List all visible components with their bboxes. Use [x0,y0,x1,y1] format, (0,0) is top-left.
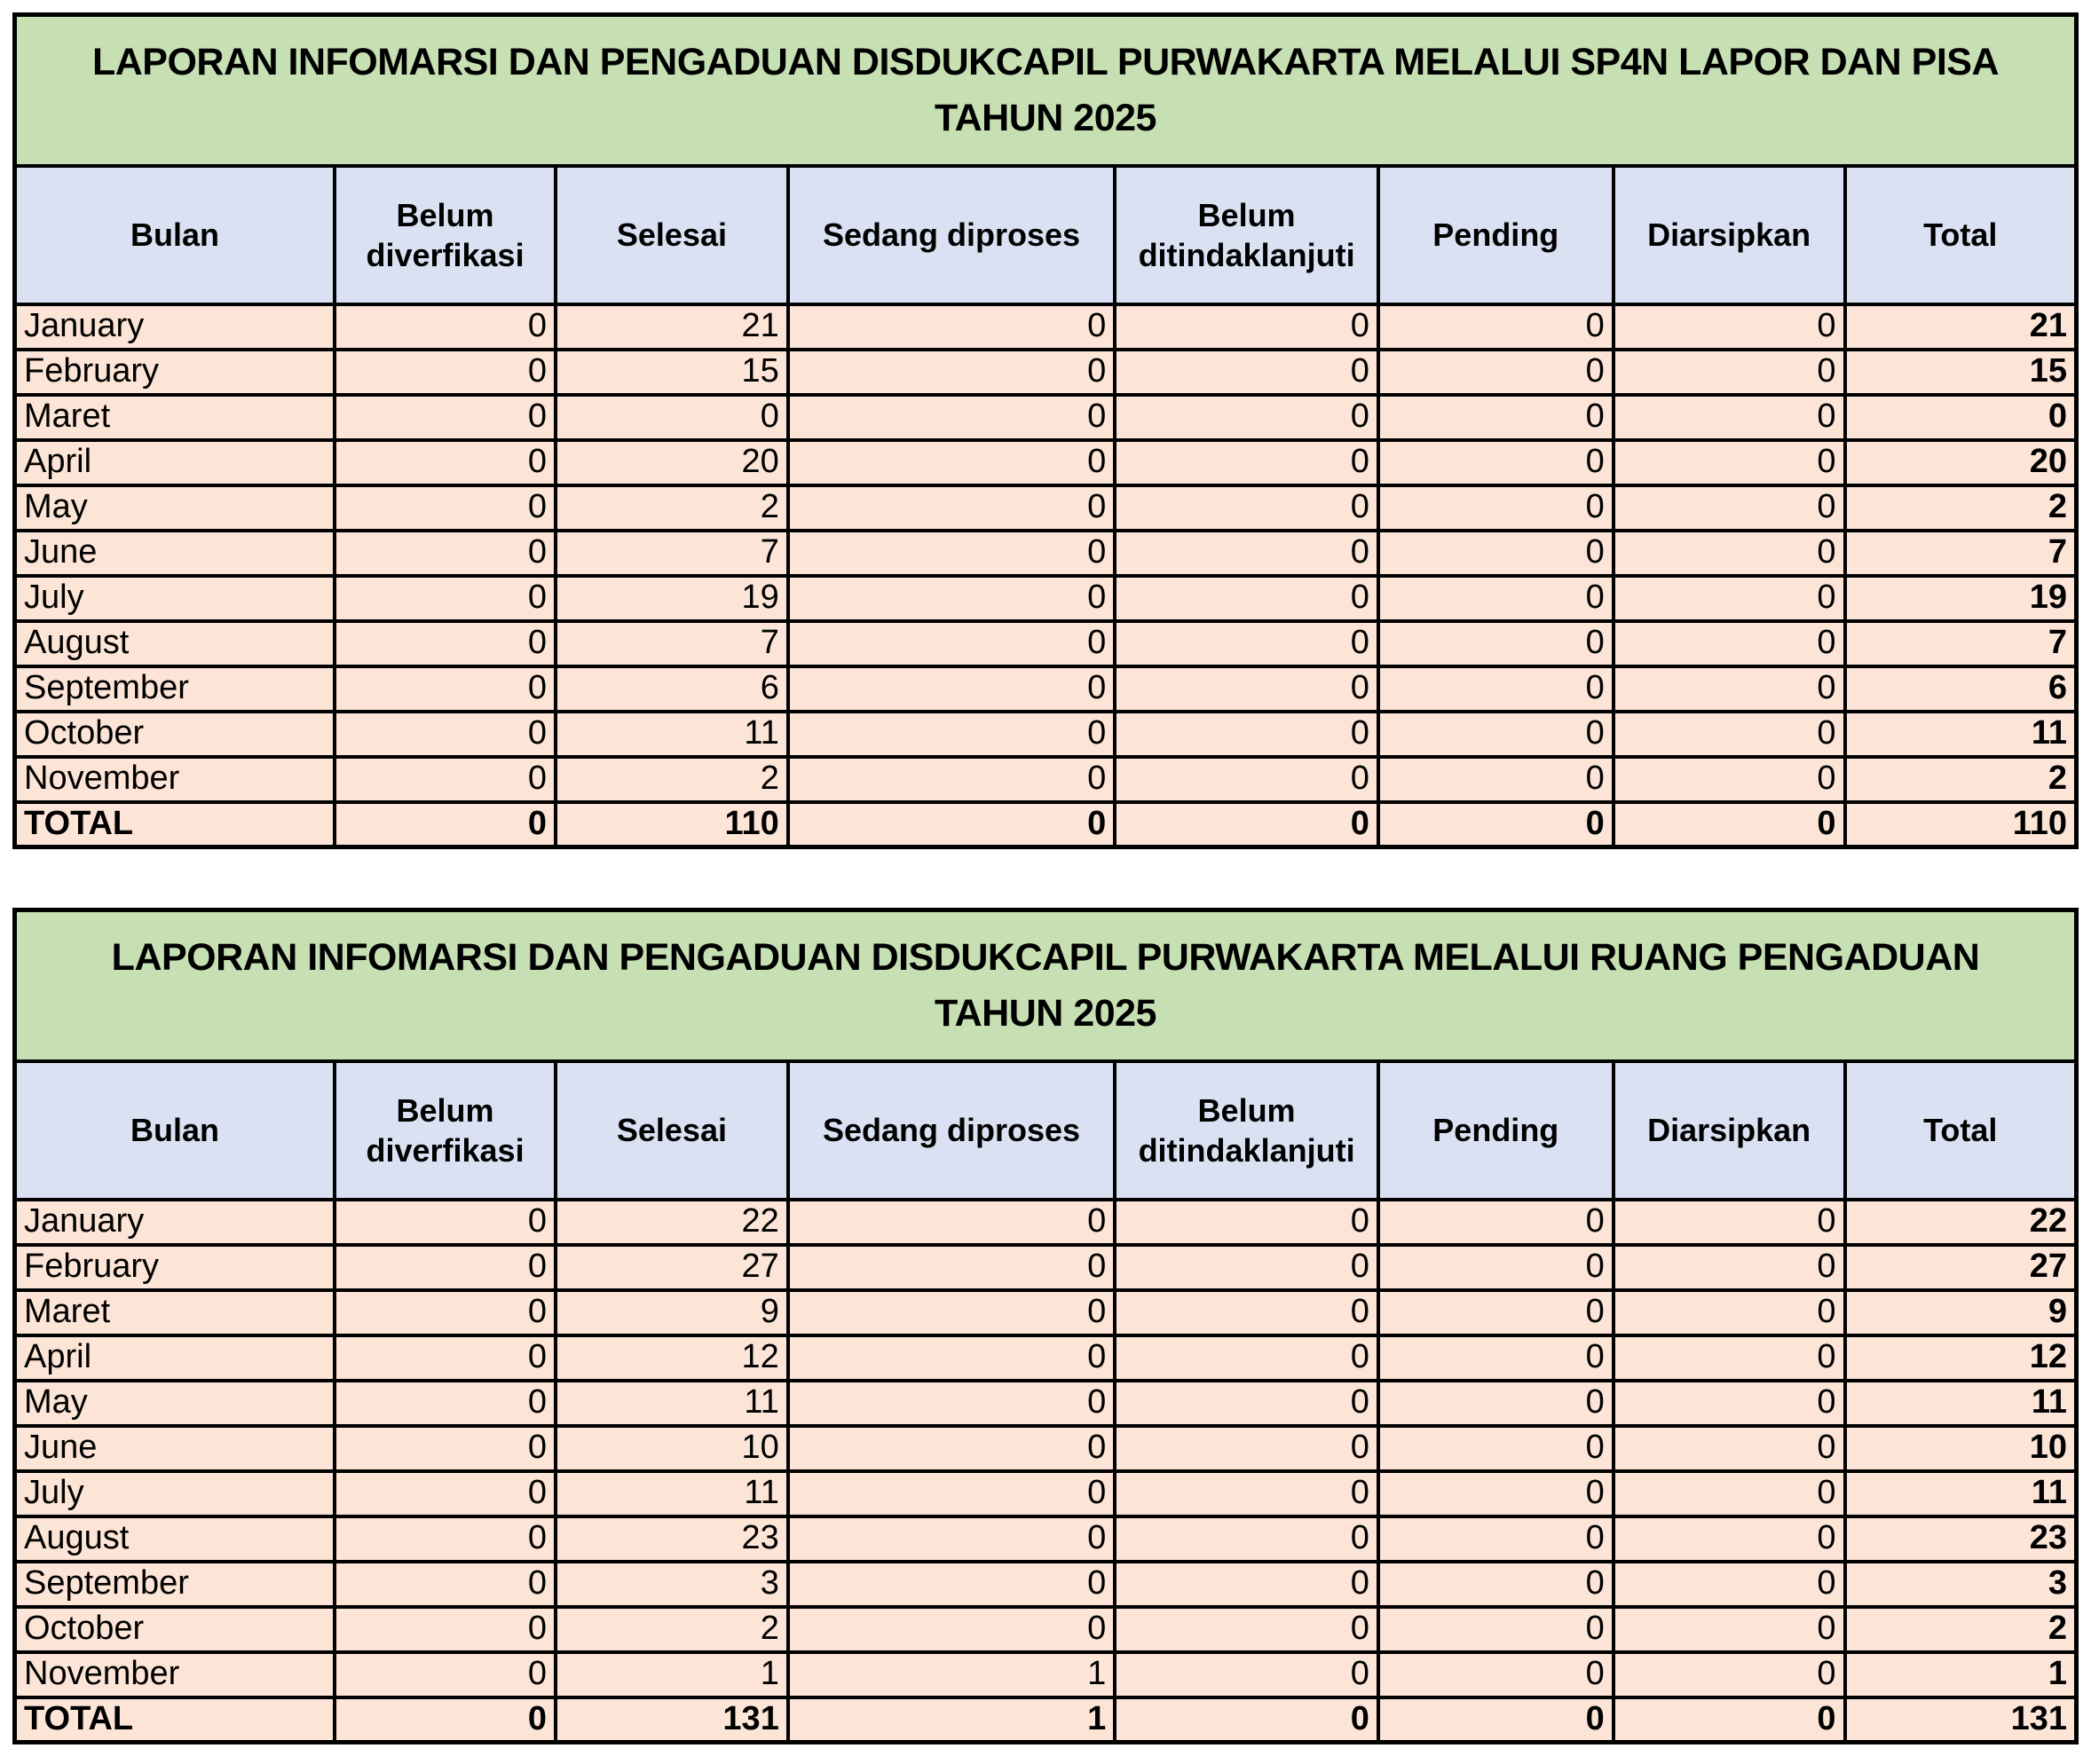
month-row [15,757,2077,802]
value-cell: 0 [335,1607,556,1652]
value-cell: 0 [335,712,556,757]
value-cell: 0 [1378,576,1614,621]
value-cell: 0 [335,1697,556,1743]
value-cell: 0 [1614,1200,1845,1245]
table-title-text: LAPORAN INFOMARSI DAN PENGADUAN DISDUKCAPIL PURWAKARTA MELALUI SP4N LAPOR DAN PISA [91,41,2000,84]
value-cell: 0 [1614,531,1845,576]
value-cell: 131 [1845,1697,2077,1743]
value-cell: 7 [1845,621,2077,666]
month-cell: Maret [15,395,335,440]
month-row [15,350,2077,395]
month-cell: September [15,666,335,712]
value-cell: 1 [556,1652,788,1697]
value-cell: 0 [788,1290,1115,1335]
value-cell: 0 [1614,1652,1845,1697]
month-row [15,1607,2077,1652]
value-cell: 0 [335,757,556,802]
month-cell: October [15,1607,335,1652]
month-row [15,1562,2077,1607]
value-cell: 0 [1378,485,1614,531]
value-cell: 0 [1115,395,1378,440]
value-cell: 0 [1115,485,1378,531]
value-cell: 0 [1115,1200,1378,1245]
value-cell: 0 [788,350,1115,395]
value-cell: 0 [1378,712,1614,757]
value-cell: 20 [1845,440,2077,485]
value-cell: 0 [788,712,1115,757]
column-header-total: Total [1845,1061,2077,1200]
value-cell: 0 [1614,576,1845,621]
column-header-pending: Pending [1378,166,1614,304]
value-cell: 0 [1115,1245,1378,1290]
value-cell: 0 [1614,1607,1845,1652]
month-cell: April [15,440,335,485]
value-cell: 0 [335,802,556,847]
value-cell: 0 [788,1607,1115,1652]
value-cell: 6 [1845,666,2077,712]
table-ruang-pengaduan [12,908,2079,1744]
table-title-text: LAPORAN INFOMARSI DAN PENGADUAN DISDUKCAPIL PURWAKARTA MELALUI RUANG PENGADUAN [111,936,1980,980]
table-title [15,910,2077,1061]
value-cell: 0 [1614,440,1845,485]
month-cell: TOTAL [15,1697,335,1743]
value-cell: 0 [335,621,556,666]
month-row [15,1516,2077,1562]
value-cell: 1 [788,1652,1115,1697]
value-cell: 11 [1845,1381,2077,1426]
value-cell: 0 [1614,757,1845,802]
column-header-pending: Pending [1378,1061,1614,1200]
value-cell: 0 [1115,576,1378,621]
table-title-year: TAHUN 2025 [935,96,1156,139]
value-cell: 0 [1378,802,1614,847]
value-cell: 0 [788,1426,1115,1471]
month-row [15,531,2077,576]
column-header-belum-diverfikasi: Belum diverfikasi [335,1061,556,1200]
value-cell: 0 [1614,1697,1845,1743]
value-cell: 0 [1614,350,1845,395]
value-cell: 0 [1115,304,1378,350]
value-cell: 7 [556,531,788,576]
value-cell: 0 [1614,1516,1845,1562]
value-cell: 2 [556,485,788,531]
month-row [15,395,2077,440]
month-cell: May [15,485,335,531]
value-cell: 0 [1845,395,2077,440]
value-cell: 2 [556,757,788,802]
value-cell: 0 [1378,304,1614,350]
value-cell: 0 [335,485,556,531]
value-cell: 0 [335,304,556,350]
value-cell: 9 [556,1290,788,1335]
value-cell: 0 [1378,1471,1614,1516]
column-header-selesai: Selesai [556,166,788,304]
value-cell: 0 [335,666,556,712]
value-cell: 10 [556,1426,788,1471]
month-cell: October [15,712,335,757]
value-cell: 0 [788,666,1115,712]
value-cell: 0 [788,802,1115,847]
value-cell: 0 [788,440,1115,485]
value-cell: 0 [335,1200,556,1245]
month-row [15,1335,2077,1381]
month-cell: February [15,350,335,395]
value-cell: 22 [1845,1200,2077,1245]
month-cell: July [15,576,335,621]
value-cell: 2 [1845,485,2077,531]
table-title [15,15,2077,166]
value-cell: 22 [556,1200,788,1245]
value-cell: 0 [1378,1426,1614,1471]
value-cell: 0 [1378,1200,1614,1245]
value-cell: 12 [556,1335,788,1381]
value-cell: 0 [1614,712,1845,757]
value-cell: 0 [335,395,556,440]
value-cell: 0 [1378,757,1614,802]
value-cell: 0 [1378,1697,1614,1743]
month-cell: June [15,1426,335,1471]
month-row [15,621,2077,666]
value-cell: 0 [788,304,1115,350]
value-cell: 27 [1845,1245,2077,1290]
value-cell: 0 [1378,1516,1614,1562]
value-cell: 0 [1614,802,1845,847]
month-cell: Maret [15,1290,335,1335]
value-cell: 0 [1378,1381,1614,1426]
value-cell: 0 [1378,440,1614,485]
value-cell: 0 [1614,666,1845,712]
value-cell: 110 [1845,802,2077,847]
value-cell: 12 [1845,1335,2077,1381]
value-cell: 0 [1378,621,1614,666]
month-row [15,440,2077,485]
value-cell: 0 [1378,531,1614,576]
value-cell: 0 [1614,1471,1845,1516]
month-row [15,576,2077,621]
column-header-diarsipkan: Diarsipkan [1614,1061,1845,1200]
value-cell: 0 [1115,1697,1378,1743]
value-cell: 7 [1845,531,2077,576]
value-cell: 0 [788,485,1115,531]
value-cell: 0 [1115,440,1378,485]
value-cell: 110 [556,802,788,847]
value-cell: 19 [556,576,788,621]
value-cell: 0 [1115,757,1378,802]
value-cell: 0 [1115,1562,1378,1607]
value-cell: 0 [1378,1562,1614,1607]
value-cell: 0 [1115,1381,1378,1426]
value-cell: 0 [1614,1562,1845,1607]
month-cell: November [15,757,335,802]
value-cell: 0 [1378,1607,1614,1652]
value-cell: 0 [1115,1652,1378,1697]
month-row [15,1381,2077,1426]
value-cell: 0 [1115,1426,1378,1471]
value-cell: 0 [788,1245,1115,1290]
month-cell: November [15,1652,335,1697]
value-cell: 1 [788,1697,1115,1743]
value-cell: 0 [788,576,1115,621]
month-row [15,1245,2077,1290]
value-cell: 0 [1115,350,1378,395]
value-cell: 0 [1115,1516,1378,1562]
value-cell: 0 [335,1562,556,1607]
value-cell: 0 [556,395,788,440]
value-cell: 0 [1614,304,1845,350]
month-row [15,304,2077,350]
value-cell: 11 [556,712,788,757]
column-header-row [15,1061,2077,1200]
column-header-row [15,166,2077,304]
month-row [15,666,2077,712]
value-cell: 0 [788,757,1115,802]
value-cell: 0 [1614,1381,1845,1426]
table-sp4n-lapor-pisa [12,12,2079,849]
value-cell: 0 [1378,1335,1614,1381]
value-cell: 0 [335,1245,556,1290]
value-cell: 0 [788,395,1115,440]
value-cell: 0 [1614,485,1845,531]
value-cell: 0 [788,531,1115,576]
column-header-bulan: Bulan [15,166,335,304]
value-cell: 0 [1115,802,1378,847]
value-cell: 23 [556,1516,788,1562]
value-cell: 0 [1115,666,1378,712]
value-cell: 0 [788,621,1115,666]
month-row [15,1290,2077,1335]
value-cell: 0 [1378,666,1614,712]
month-cell: August [15,1516,335,1562]
month-row [15,1426,2077,1471]
value-cell: 2 [1845,1607,2077,1652]
value-cell: 27 [556,1245,788,1290]
column-header-sedang-diproses: Sedang diproses [788,1061,1115,1200]
value-cell: 19 [1845,576,2077,621]
column-header-total: Total [1845,166,2077,304]
value-cell: 23 [1845,1516,2077,1562]
column-header-belum-ditindaklanjuti: Belum ditindaklanjuti [1115,166,1378,304]
month-cell: May [15,1381,335,1426]
column-header-belum-diverfikasi: Belum diverfikasi [335,166,556,304]
value-cell: 0 [788,1562,1115,1607]
title-row [15,910,2077,1061]
value-cell: 0 [1115,1607,1378,1652]
value-cell: 0 [1115,1335,1378,1381]
value-cell: 0 [788,1516,1115,1562]
value-cell: 0 [1115,1471,1378,1516]
column-header-selesai: Selesai [556,1061,788,1200]
month-cell: July [15,1471,335,1516]
value-cell: 6 [556,666,788,712]
value-cell: 11 [556,1381,788,1426]
value-cell: 0 [788,1335,1115,1381]
value-cell: 9 [1845,1290,2077,1335]
value-cell: 0 [1378,350,1614,395]
column-header-sedang-diproses: Sedang diproses [788,166,1115,304]
value-cell: 0 [1115,621,1378,666]
value-cell: 0 [335,1516,556,1562]
month-row [15,1471,2077,1516]
total-row [15,802,2077,847]
value-cell: 0 [335,531,556,576]
value-cell: 2 [1845,757,2077,802]
value-cell: 15 [1845,350,2077,395]
value-cell: 11 [1845,712,2077,757]
value-cell: 0 [335,1652,556,1697]
month-row [15,485,2077,531]
month-cell: August [15,621,335,666]
month-row [15,712,2077,757]
value-cell: 15 [556,350,788,395]
value-cell: 0 [1614,395,1845,440]
value-cell: 0 [788,1471,1115,1516]
value-cell: 0 [1614,1290,1845,1335]
value-cell: 0 [1115,531,1378,576]
value-cell: 2 [556,1607,788,1652]
value-cell: 0 [1614,1426,1845,1471]
value-cell: 0 [788,1200,1115,1245]
value-cell: 0 [1115,1290,1378,1335]
value-cell: 0 [1378,1245,1614,1290]
value-cell: 10 [1845,1426,2077,1471]
value-cell: 0 [1115,712,1378,757]
value-cell: 0 [1378,395,1614,440]
value-cell: 0 [335,576,556,621]
month-cell: January [15,1200,335,1245]
value-cell: 0 [335,1381,556,1426]
value-cell: 3 [1845,1562,2077,1607]
title-row [15,15,2077,166]
value-cell: 21 [1845,304,2077,350]
value-cell: 0 [788,1381,1115,1426]
value-cell: 0 [1614,621,1845,666]
month-cell: April [15,1335,335,1381]
value-cell: 0 [335,350,556,395]
value-cell: 0 [1614,1245,1845,1290]
value-cell: 21 [556,304,788,350]
month-cell: June [15,531,335,576]
month-cell: February [15,1245,335,1290]
total-row [15,1697,2077,1743]
value-cell: 0 [335,440,556,485]
value-cell: 7 [556,621,788,666]
value-cell: 0 [335,1471,556,1516]
month-row [15,1652,2077,1697]
value-cell: 0 [335,1426,556,1471]
month-cell: January [15,304,335,350]
value-cell: 11 [556,1471,788,1516]
value-cell: 0 [335,1335,556,1381]
month-row [15,1200,2077,1245]
value-cell: 20 [556,440,788,485]
value-cell: 131 [556,1697,788,1743]
value-cell: 0 [1378,1290,1614,1335]
value-cell: 0 [1614,1335,1845,1381]
month-cell: TOTAL [15,802,335,847]
table-title-year: TAHUN 2025 [935,991,1156,1035]
value-cell: 11 [1845,1471,2077,1516]
column-header-bulan: Bulan [15,1061,335,1200]
value-cell: 1 [1845,1652,2077,1697]
column-header-diarsipkan: Diarsipkan [1614,166,1845,304]
value-cell: 3 [556,1562,788,1607]
month-cell: September [15,1562,335,1607]
value-cell: 0 [1378,1652,1614,1697]
value-cell: 0 [335,1290,556,1335]
column-header-belum-ditindaklanjuti: Belum ditindaklanjuti [1115,1061,1378,1200]
